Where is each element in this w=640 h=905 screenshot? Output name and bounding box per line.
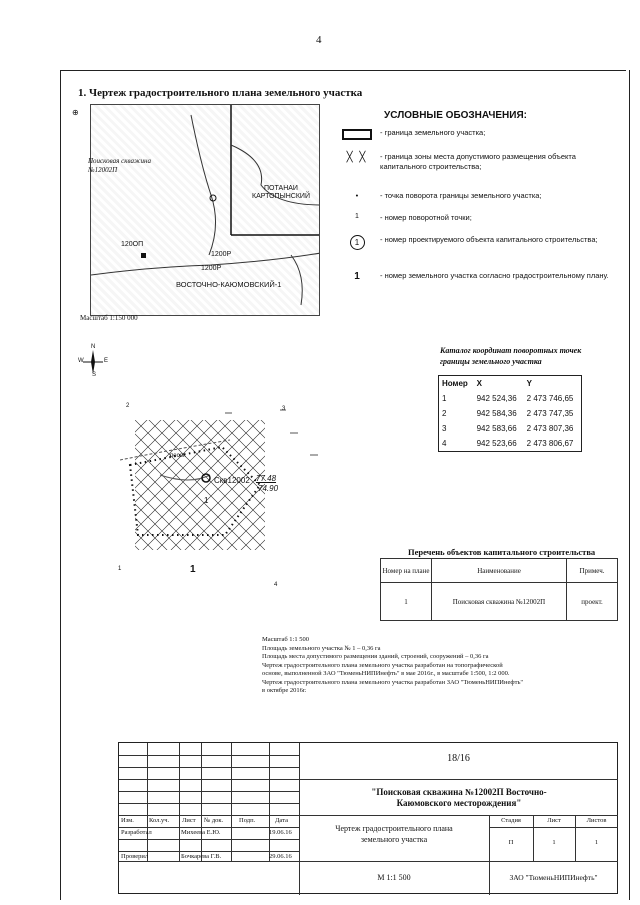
page-number: 4	[316, 34, 322, 46]
coordinates-table	[438, 375, 582, 452]
notes-block: Масштаб 1:1 500 Площадь земельного участка № 1 – 0,36 га Площадь места допустимого размещения зданий, строений, сооружений – 0,36 га Чертеж градостроительного плана земельного участка разработан на топографической основе, выполненной ЗАО "ТюменьНИПИнефть" в мае 2016г., в масштабе 1:500, 1:2 000. Чертеж градостроительного плана земельного участка разработан ЗАО "ТюменьНИПИнефть" в октябре 2016г.	[262, 636, 524, 694]
corner-label: 4	[274, 582, 278, 588]
zone-boundary-icon: ╳ ╳	[346, 152, 368, 163]
sand-label: песок	[170, 453, 186, 459]
well-label: Поисковая скважина №12002П	[88, 157, 152, 174]
page-frame-right	[629, 70, 630, 900]
title-block: 18/16 "Поисковая скважина №12002П Восточно-Каюмовского месторождения" Изм. Кол.уч. Лист № док. Подп. Дата Разработал Михеева Е.Ю. 19.06.16 Проверил Бочкарева Г.В. 29.06.16 Чертеж градостроительного плана земельного участка Стадия Лист Листов П 1 1 М 1:1 500 ЗАО "ТюменьНИПИнефть"	[118, 742, 618, 894]
catalog-header: Y	[526, 379, 532, 388]
map-point-label: 120ОП	[121, 241, 144, 248]
corner-label: 1	[118, 566, 122, 572]
map-point-label: 1200Р	[211, 251, 232, 258]
stamp-scale: М 1:1 500	[377, 873, 411, 882]
legend-item: • - точка поворота границы земельного участка;	[340, 191, 620, 203]
table-row: 4 942 523,66 2 473 806,67	[442, 439, 574, 448]
overview-map	[90, 104, 320, 316]
legend-item: 1 - номер проектируемого объекта капитального строительства;	[340, 235, 620, 257]
table-row: 1 942 524,36 2 473 746,65	[442, 394, 574, 403]
drawing-name: Чертеж градостроительного плана земельного участка	[335, 824, 453, 844]
compass-icon: N W E S	[78, 344, 109, 378]
legend-heading: УСЛОВНЫЕ ОБОЗНАЧЕНИЯ:	[384, 110, 527, 121]
table-row: 2 942 584,36 2 473 747,35	[442, 409, 574, 418]
elevation-bottom: 74.90	[258, 484, 279, 493]
catalog-header: X	[476, 379, 482, 388]
objects-list-title: Перечень объектов капитального строительства	[408, 547, 596, 557]
legend-item: 1 - номер земельного участка согласно градостроительному плану.	[354, 271, 609, 282]
overview-scale: Масштаб 1:150 000	[80, 314, 138, 322]
legend-item: 1 - номер поворотной точки;	[355, 213, 472, 222]
field-label: ВОСТОЧНО-КАЮМОВСКИЙ-1	[176, 280, 282, 289]
table-row: 3 942 583,66 2 473 807,36	[442, 424, 574, 433]
legend-item: - граница земельного участка;	[340, 128, 620, 140]
document-code: 18/16	[447, 753, 470, 764]
map-point-label: 1200Р	[201, 265, 222, 272]
object-number-icon: 1	[350, 235, 365, 250]
site-label: ПОТАНАИ КАРТОПЫНСКИЙ	[252, 185, 310, 200]
plan-number: 1	[190, 564, 196, 575]
company-name: ЗАО "ТюменьНИПИнефть"	[509, 873, 598, 882]
north-arrow-icon: ⊕	[72, 108, 79, 117]
project-title: "Поисковая скважина №12002П Восточно-Каюмовского месторождения"	[371, 787, 547, 808]
objects-table: Номер на плане Наименование Примеч. 1 Поисковая скважина №12002П проект.	[380, 558, 618, 621]
well-label-detail: Скв12002	[214, 476, 250, 485]
corner-label: 2	[126, 403, 130, 409]
catalog-header: Номер	[442, 379, 468, 388]
turn-point-icon: •	[355, 191, 359, 200]
plot-boundary-icon	[340, 128, 374, 140]
elevation-top: 77.48	[256, 474, 277, 483]
corner-label: 3	[282, 406, 286, 412]
section-title: 1. Чертеж градостроительного плана земельного участка	[78, 87, 363, 99]
detail-map	[120, 405, 350, 585]
plot-number: 1	[204, 496, 209, 505]
catalog-title: Каталог координат поворотных точек границы земельного участка	[440, 346, 582, 366]
table-row: 1 Поисковая скважина №12002П проект.	[381, 583, 618, 621]
legend-item: ╳ ╳ - граница зоны места допустимого размещения объекта капитального строительства;	[340, 152, 620, 174]
